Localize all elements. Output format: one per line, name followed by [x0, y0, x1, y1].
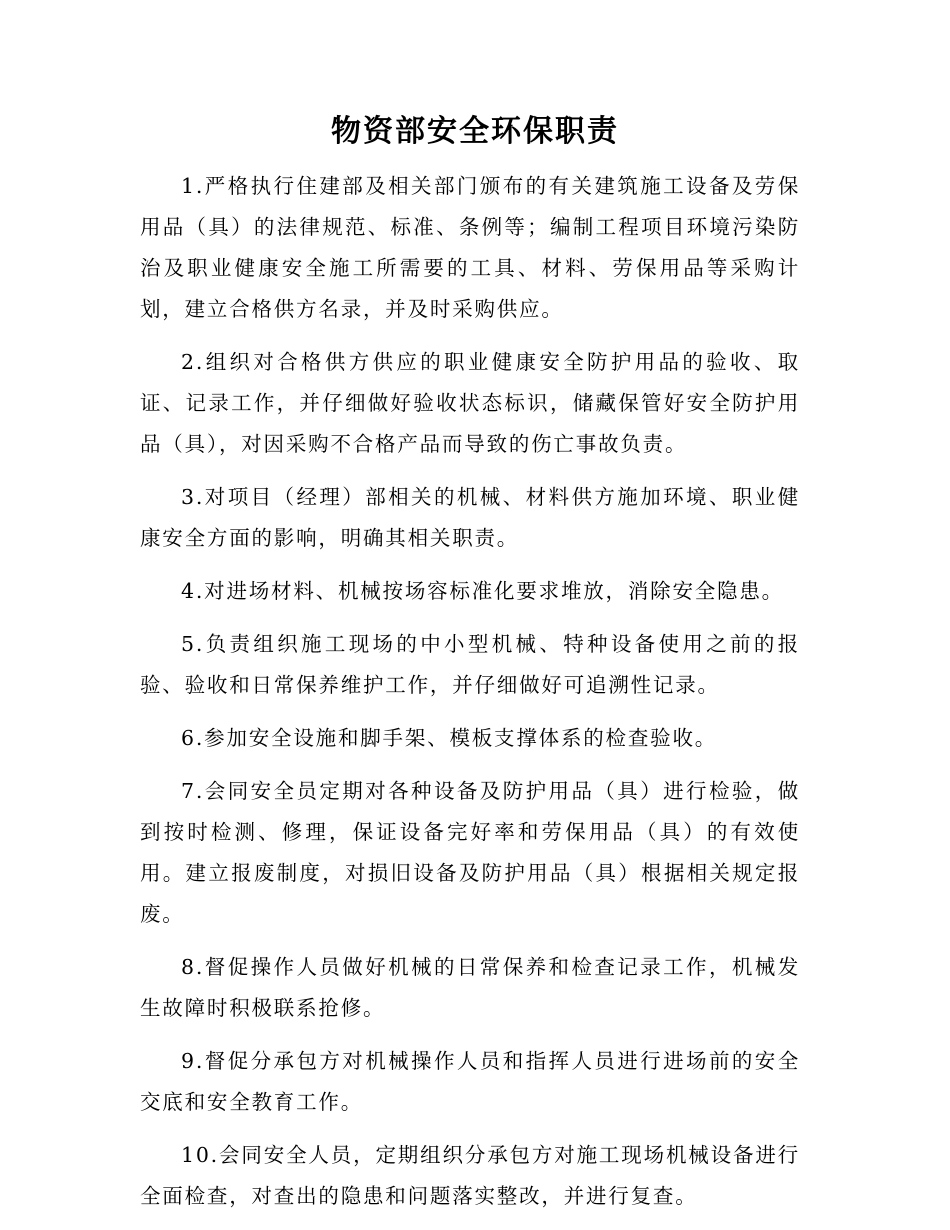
paragraph-7: 7.会同安全员定期对各种设备及防护用品（具）进行检验，做到按时检测、修理，保证设备完好率和劳保用品（具）的有效使用。建立报废制度，对损旧设备及防护用品（具）根据相关规定报废。: [140, 779, 800, 926]
paragraph-3: 3.对项目（经理）部相关的机械、材料供方施加环境、职业健康安全方面的影响，明确其相关职责。: [140, 485, 800, 550]
paragraph-8: 8.督促操作人员做好机械的日常保养和检查记录工作，机械发生故障时积极联系抢修。: [140, 955, 800, 1020]
paragraph-9: 9.督促分承包方对机械操作人员和指挥人员进行进场前的安全交底和安全教育工作。: [140, 1049, 800, 1114]
paragraph-10: 10.会同安全人员，定期组织分承包方对施工现场机械设备进行全面检查，对查出的隐患和问题落实整改，并进行复查。: [140, 1143, 800, 1208]
paragraph-2: 2.组织对合格供方供应的职业健康安全防护用品的验收、取证、记录工作，并仔细做好验收状态标识，储藏保管好安全防护用品（具），对因采购不合格产品而导致的伤亡事故负责。: [140, 350, 800, 456]
paragraph-1: 1.严格执行住建部及相关部门颁布的有关建筑施工设备及劳保用品（具）的法律规范、标准、条例等；编制工程项目环境污染防治及职业健康安全施工所需要的工具、材料、劳保用品等采购计划，建立合格供方名录，并及时采购供应。: [140, 174, 800, 321]
paragraph-6: 6.参加安全设施和脚手架、模板支撑体系的检查验收。: [181, 726, 718, 750]
paragraph-5: 5.负责组织施工现场的中小型机械、特种设备使用之前的报验、验收和日常保养维护工作，并仔细做好可追溯性记录。: [140, 632, 800, 697]
document-title: 物资部安全环保职责: [331, 114, 619, 149]
document-body: [140, 166, 800, 1229]
paragraph-4: 4.对进场材料、机械按场容标准化要求堆放，消除安全隐患。: [181, 579, 784, 603]
